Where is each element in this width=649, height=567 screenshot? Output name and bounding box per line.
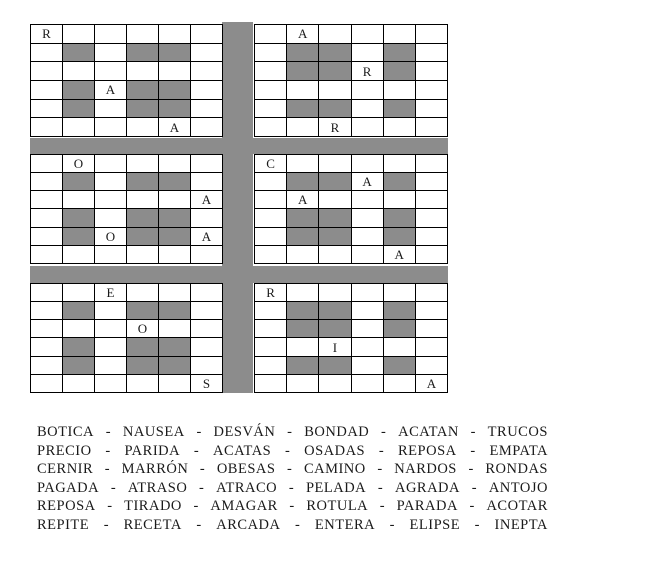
empty-cell bbox=[416, 44, 448, 63]
empty-cell bbox=[352, 228, 384, 246]
grid-middle-left bbox=[30, 154, 223, 264]
shaded-cell bbox=[159, 100, 191, 119]
empty-cell bbox=[95, 302, 127, 320]
empty-cell bbox=[255, 228, 287, 246]
grid-top-left bbox=[30, 24, 223, 137]
shaded-cell bbox=[319, 209, 351, 227]
empty-cell bbox=[95, 44, 127, 63]
word-item: PARIDA bbox=[124, 442, 181, 459]
empty-cell bbox=[384, 338, 416, 356]
empty-cell bbox=[416, 191, 448, 209]
empty-cell bbox=[255, 25, 287, 44]
word-separator: - bbox=[105, 442, 111, 459]
shaded-cell bbox=[63, 44, 95, 63]
empty-cell bbox=[255, 44, 287, 63]
shaded-cell bbox=[63, 209, 95, 227]
word-list-row bbox=[37, 480, 548, 499]
empty-cell bbox=[416, 25, 448, 44]
empty-cell bbox=[319, 246, 351, 264]
empty-cell bbox=[191, 25, 223, 44]
empty-cell bbox=[95, 209, 127, 227]
empty-cell bbox=[384, 25, 416, 44]
shaded-cell bbox=[127, 44, 159, 63]
empty-cell bbox=[287, 246, 319, 264]
word-separator: - bbox=[193, 442, 200, 459]
word-item: PAGADA bbox=[37, 479, 100, 496]
word-item: RONDAS bbox=[485, 461, 548, 478]
shaded-cell bbox=[287, 320, 319, 338]
empty-cell bbox=[352, 100, 384, 119]
grid-bottom-left bbox=[30, 283, 223, 393]
word-item: REPOSA bbox=[398, 442, 457, 459]
empty-cell bbox=[352, 338, 384, 356]
empty-cell bbox=[95, 338, 127, 356]
shaded-cell bbox=[127, 100, 159, 119]
shaded-cell bbox=[159, 228, 191, 246]
empty-cell bbox=[63, 284, 95, 302]
empty-cell bbox=[287, 284, 319, 302]
shaded-cell bbox=[127, 173, 159, 191]
word-item: BOTICA bbox=[37, 424, 94, 440]
word-item: ATRACO bbox=[216, 479, 278, 496]
empty-cell bbox=[255, 338, 287, 356]
word-separator: - bbox=[469, 498, 475, 515]
word-item: PARADA bbox=[396, 498, 458, 515]
empty-cell bbox=[352, 118, 384, 137]
empty-cell bbox=[287, 155, 319, 173]
word-separator: - bbox=[104, 461, 111, 478]
word-item: AGRADA bbox=[394, 479, 460, 496]
word-item: TIRADO bbox=[124, 498, 182, 515]
empty-cell bbox=[319, 284, 351, 302]
word-item: CERNIR bbox=[37, 461, 94, 478]
empty-cell bbox=[352, 375, 384, 393]
word-separator: - bbox=[199, 479, 205, 496]
shaded-cell bbox=[384, 228, 416, 246]
shaded-cell bbox=[63, 338, 95, 356]
letter-cell: O bbox=[127, 320, 159, 338]
empty-cell bbox=[31, 357, 63, 375]
word-separator: - bbox=[285, 442, 291, 459]
empty-cell bbox=[319, 81, 351, 100]
letter-cell: S bbox=[191, 375, 223, 393]
empty-cell bbox=[63, 62, 95, 81]
empty-cell bbox=[95, 155, 127, 173]
empty-cell bbox=[255, 100, 287, 119]
word-item: TRUCOS bbox=[487, 424, 548, 440]
empty-cell bbox=[319, 155, 351, 173]
empty-cell bbox=[416, 302, 448, 320]
word-separator: - bbox=[377, 461, 383, 478]
empty-cell bbox=[31, 320, 63, 338]
empty-cell bbox=[31, 173, 63, 191]
word-separator: - bbox=[196, 424, 202, 440]
grid-top-right bbox=[254, 24, 448, 137]
empty-cell bbox=[191, 62, 223, 81]
empty-cell bbox=[191, 320, 223, 338]
street-horizontal-divider-top bbox=[30, 138, 448, 154]
empty-cell bbox=[63, 375, 95, 393]
empty-cell bbox=[191, 81, 223, 100]
letter-cell: O bbox=[95, 228, 127, 246]
word-item: NAUSEA bbox=[122, 424, 185, 440]
empty-cell bbox=[352, 44, 384, 63]
word-separator: - bbox=[288, 479, 295, 496]
letter-cell: A bbox=[191, 191, 223, 209]
empty-cell bbox=[255, 375, 287, 393]
word-list-row bbox=[37, 443, 548, 462]
word-item: PRECIO bbox=[37, 442, 92, 459]
shaded-cell bbox=[287, 228, 319, 246]
word-item: DESVÁN bbox=[213, 424, 276, 440]
shaded-cell bbox=[159, 302, 191, 320]
word-separator: - bbox=[289, 498, 295, 515]
empty-cell bbox=[31, 209, 63, 227]
shaded-cell bbox=[63, 173, 95, 191]
empty-cell bbox=[191, 338, 223, 356]
word-list-row bbox=[37, 517, 548, 536]
empty-cell bbox=[416, 357, 448, 375]
empty-cell bbox=[159, 155, 191, 173]
letter-cell: A bbox=[159, 118, 191, 137]
empty-cell bbox=[31, 284, 63, 302]
empty-cell bbox=[319, 375, 351, 393]
empty-cell bbox=[127, 62, 159, 81]
word-list bbox=[37, 424, 548, 536]
word-item: REPITE bbox=[37, 516, 90, 533]
empty-cell bbox=[416, 284, 448, 302]
empty-cell bbox=[31, 81, 63, 100]
word-separator: - bbox=[287, 461, 293, 478]
empty-cell bbox=[31, 191, 63, 209]
empty-cell bbox=[287, 118, 319, 137]
empty-cell bbox=[159, 191, 191, 209]
empty-cell bbox=[127, 25, 159, 44]
word-item: ACATAN bbox=[398, 424, 459, 440]
shaded-cell bbox=[287, 62, 319, 81]
letter-cell: A bbox=[384, 246, 416, 264]
empty-cell bbox=[127, 155, 159, 173]
shaded-cell bbox=[159, 338, 191, 356]
shaded-cell bbox=[319, 302, 351, 320]
empty-cell bbox=[31, 246, 63, 264]
word-separator: - bbox=[471, 479, 478, 496]
empty-cell bbox=[384, 155, 416, 173]
empty-cell bbox=[352, 284, 384, 302]
word-item: AMAGAR bbox=[210, 498, 278, 515]
shaded-cell bbox=[63, 357, 95, 375]
letter-cell: A bbox=[352, 173, 384, 191]
empty-cell bbox=[127, 118, 159, 137]
empty-cell bbox=[95, 25, 127, 44]
word-separator: - bbox=[474, 516, 480, 533]
empty-cell bbox=[159, 246, 191, 264]
empty-cell bbox=[255, 357, 287, 375]
empty-cell bbox=[191, 302, 223, 320]
empty-cell bbox=[191, 44, 223, 63]
shaded-cell bbox=[63, 228, 95, 246]
word-item: MARRÓN bbox=[121, 461, 189, 478]
empty-cell bbox=[416, 246, 448, 264]
empty-cell bbox=[319, 25, 351, 44]
shaded-cell bbox=[127, 228, 159, 246]
empty-cell bbox=[31, 375, 63, 393]
word-separator: - bbox=[377, 479, 384, 496]
word-item: ACOTAR bbox=[486, 498, 548, 515]
word-item: OSADAS bbox=[304, 442, 366, 459]
letter-cell: A bbox=[287, 191, 319, 209]
empty-cell bbox=[95, 246, 127, 264]
empty-cell bbox=[255, 246, 287, 264]
word-item: ARCADA bbox=[216, 516, 281, 533]
grid-middle-right bbox=[254, 154, 448, 264]
empty-cell bbox=[384, 81, 416, 100]
empty-cell bbox=[416, 228, 448, 246]
word-item: OBESAS bbox=[216, 461, 276, 478]
empty-cell bbox=[159, 284, 191, 302]
shaded-cell bbox=[384, 44, 416, 63]
word-item: INEPTA bbox=[494, 516, 548, 533]
shaded-cell bbox=[159, 173, 191, 191]
shaded-cell bbox=[159, 209, 191, 227]
empty-cell bbox=[63, 118, 95, 137]
shaded-cell bbox=[159, 357, 191, 375]
empty-cell bbox=[255, 118, 287, 137]
empty-cell bbox=[352, 155, 384, 173]
shaded-cell bbox=[63, 302, 95, 320]
shaded-cell bbox=[287, 302, 319, 320]
word-list-row bbox=[37, 424, 548, 443]
shaded-cell bbox=[127, 357, 159, 375]
word-separator: - bbox=[379, 498, 386, 515]
empty-cell bbox=[31, 155, 63, 173]
shaded-cell bbox=[319, 320, 351, 338]
empty-cell bbox=[159, 25, 191, 44]
shaded-cell bbox=[287, 100, 319, 119]
word-separator: - bbox=[287, 424, 293, 440]
shaded-cell bbox=[287, 209, 319, 227]
shaded-cell bbox=[319, 100, 351, 119]
empty-cell bbox=[352, 25, 384, 44]
empty-cell bbox=[191, 357, 223, 375]
word-separator: - bbox=[468, 461, 474, 478]
empty-cell bbox=[384, 191, 416, 209]
shaded-cell bbox=[159, 44, 191, 63]
shaded-cell bbox=[63, 100, 95, 119]
word-item: EMPATA bbox=[489, 442, 548, 459]
empty-cell bbox=[31, 62, 63, 81]
empty-cell bbox=[63, 320, 95, 338]
shaded-cell bbox=[319, 357, 351, 375]
letter-cell: A bbox=[191, 228, 223, 246]
empty-cell bbox=[352, 191, 384, 209]
empty-cell bbox=[159, 62, 191, 81]
shaded-cell bbox=[384, 320, 416, 338]
shaded-cell bbox=[319, 173, 351, 191]
word-item: REPOSA bbox=[37, 498, 96, 515]
empty-cell bbox=[352, 357, 384, 375]
word-separator: - bbox=[193, 498, 199, 515]
word-separator: - bbox=[389, 516, 395, 533]
word-separator: - bbox=[110, 479, 117, 496]
shaded-cell bbox=[127, 81, 159, 100]
empty-cell bbox=[255, 320, 287, 338]
empty-cell bbox=[255, 191, 287, 209]
shaded-cell bbox=[384, 62, 416, 81]
letter-cell: R bbox=[319, 118, 351, 137]
street-horizontal-divider-bottom bbox=[30, 266, 448, 283]
empty-cell bbox=[319, 191, 351, 209]
empty-cell bbox=[63, 191, 95, 209]
empty-cell bbox=[95, 320, 127, 338]
word-item: ATRASO bbox=[127, 479, 188, 496]
shaded-cell bbox=[127, 338, 159, 356]
shaded-cell bbox=[384, 173, 416, 191]
empty-cell bbox=[255, 302, 287, 320]
empty-cell bbox=[416, 338, 448, 356]
word-item: CAMINO bbox=[303, 461, 366, 478]
letter-cell: R bbox=[255, 284, 287, 302]
empty-cell bbox=[191, 246, 223, 264]
word-item: RECETA bbox=[123, 516, 182, 533]
shaded-cell bbox=[63, 81, 95, 100]
word-separator: - bbox=[196, 516, 202, 533]
letter-cell: I bbox=[319, 338, 351, 356]
empty-cell bbox=[416, 155, 448, 173]
empty-cell bbox=[95, 375, 127, 393]
empty-cell bbox=[127, 191, 159, 209]
empty-cell bbox=[416, 209, 448, 227]
word-item: ELIPSE bbox=[409, 516, 461, 533]
word-separator: - bbox=[470, 442, 476, 459]
grid-bottom-right bbox=[254, 283, 448, 393]
empty-cell bbox=[95, 100, 127, 119]
shaded-cell bbox=[287, 173, 319, 191]
letter-cell: A bbox=[95, 81, 127, 100]
empty-cell bbox=[255, 62, 287, 81]
letter-cell: C bbox=[255, 155, 287, 173]
word-item: BONDAD bbox=[304, 424, 370, 440]
empty-cell bbox=[352, 209, 384, 227]
empty-cell bbox=[255, 173, 287, 191]
shaded-cell bbox=[384, 100, 416, 119]
letter-cell: E bbox=[95, 284, 127, 302]
shaded-cell bbox=[319, 44, 351, 63]
empty-cell bbox=[416, 100, 448, 119]
empty-cell bbox=[384, 284, 416, 302]
shaded-cell bbox=[319, 62, 351, 81]
shaded-cell bbox=[384, 357, 416, 375]
letter-cell: A bbox=[416, 375, 448, 393]
empty-cell bbox=[95, 118, 127, 137]
word-item: ANTOJO bbox=[488, 479, 548, 496]
word-separator: - bbox=[470, 424, 476, 440]
empty-cell bbox=[416, 173, 448, 191]
word-separator: - bbox=[105, 424, 112, 440]
empty-cell bbox=[31, 100, 63, 119]
empty-cell bbox=[31, 118, 63, 137]
empty-cell bbox=[416, 81, 448, 100]
shaded-cell bbox=[384, 209, 416, 227]
empty-cell bbox=[95, 357, 127, 375]
empty-cell bbox=[352, 302, 384, 320]
empty-cell bbox=[287, 81, 319, 100]
empty-cell bbox=[191, 155, 223, 173]
shaded-cell bbox=[127, 302, 159, 320]
letter-cell: R bbox=[352, 62, 384, 81]
empty-cell bbox=[191, 209, 223, 227]
word-item: PELADA bbox=[305, 479, 367, 496]
empty-cell bbox=[416, 62, 448, 81]
empty-cell bbox=[31, 302, 63, 320]
empty-cell bbox=[191, 173, 223, 191]
empty-cell bbox=[63, 246, 95, 264]
shaded-cell bbox=[127, 209, 159, 227]
empty-cell bbox=[287, 375, 319, 393]
empty-cell bbox=[416, 118, 448, 137]
word-item: ROTULA bbox=[306, 498, 369, 515]
empty-cell bbox=[352, 246, 384, 264]
shaded-cell bbox=[159, 81, 191, 100]
empty-cell bbox=[95, 62, 127, 81]
empty-cell bbox=[416, 320, 448, 338]
word-separator: - bbox=[378, 442, 385, 459]
word-list-row bbox=[37, 498, 548, 517]
empty-cell bbox=[352, 320, 384, 338]
word-item: NARDOS bbox=[394, 461, 457, 478]
empty-cell bbox=[159, 320, 191, 338]
shaded-cell bbox=[384, 302, 416, 320]
word-item: ENTERA bbox=[314, 516, 376, 533]
word-list-row bbox=[37, 461, 548, 480]
empty-cell bbox=[384, 118, 416, 137]
empty-cell bbox=[287, 338, 319, 356]
empty-cell bbox=[127, 375, 159, 393]
empty-cell bbox=[31, 338, 63, 356]
letter-cell: O bbox=[63, 155, 95, 173]
empty-cell bbox=[63, 25, 95, 44]
empty-cell bbox=[255, 81, 287, 100]
empty-cell bbox=[159, 375, 191, 393]
word-separator: - bbox=[107, 498, 113, 515]
empty-cell bbox=[191, 100, 223, 119]
empty-cell bbox=[31, 228, 63, 246]
empty-cell bbox=[384, 375, 416, 393]
shaded-cell bbox=[287, 44, 319, 63]
word-item: ACATAS bbox=[212, 442, 272, 459]
word-separator: - bbox=[295, 516, 301, 533]
word-separator: - bbox=[199, 461, 206, 478]
empty-cell bbox=[191, 118, 223, 137]
empty-cell bbox=[352, 81, 384, 100]
empty-cell bbox=[95, 191, 127, 209]
street-vertical-divider bbox=[222, 22, 253, 393]
letter-cell: A bbox=[287, 25, 319, 44]
empty-cell bbox=[127, 284, 159, 302]
empty-cell bbox=[127, 246, 159, 264]
letter-cell: R bbox=[31, 25, 63, 44]
empty-cell bbox=[191, 284, 223, 302]
word-separator: - bbox=[103, 516, 110, 533]
empty-cell bbox=[95, 173, 127, 191]
empty-cell bbox=[255, 209, 287, 227]
empty-cell bbox=[31, 44, 63, 63]
shaded-cell bbox=[319, 228, 351, 246]
shaded-cell bbox=[287, 357, 319, 375]
word-separator: - bbox=[381, 424, 387, 440]
